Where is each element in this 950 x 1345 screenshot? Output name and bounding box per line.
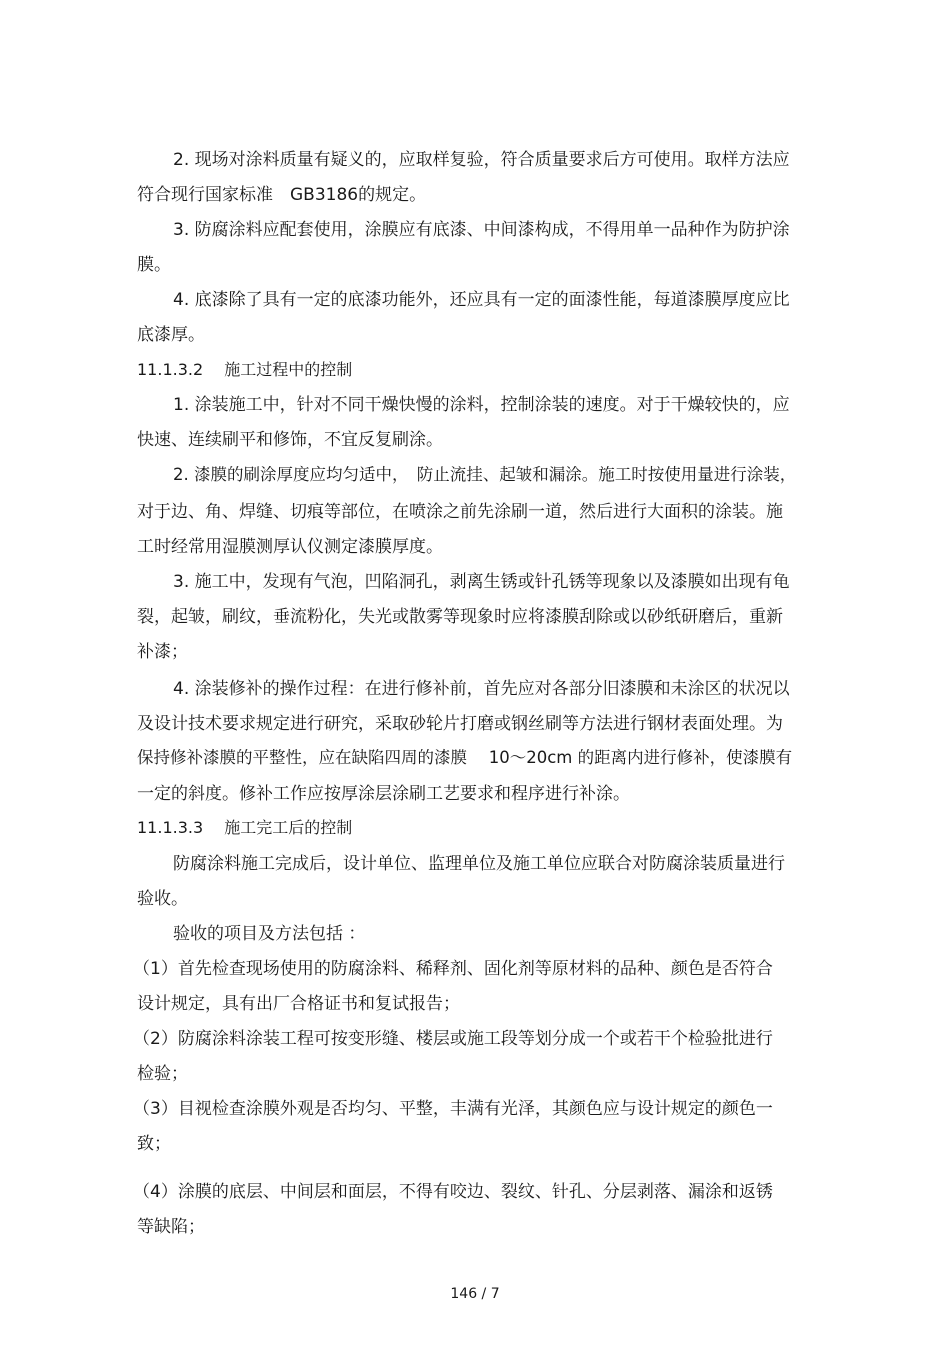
list-item-line: 检验； xyxy=(137,1064,188,1084)
body-text-line: 保持修补漆膜的平整性，应在缺陷四周的漆膜 10～20cm 的距离内进行修补，使漆膜有 xyxy=(137,748,793,767)
body-text-line: 1. 涂装施工中，针对不同干燥快慢的涂料，控制涂装的速度。对于干燥较快的，应 xyxy=(173,395,790,415)
body-text-line: 膜。 xyxy=(137,255,171,275)
body-text-line: 快速、连续刷平和修饰，不宜反复刷涂。 xyxy=(137,430,443,450)
body-text-line: 底漆厚。 xyxy=(137,325,205,345)
body-text-line: 裂，起皱，刷纹，垂流粉化，失光或散雾等现象时应将漆膜刮除或以砂纸研磨后，重新 xyxy=(137,607,783,627)
body-text-line: 验收。 xyxy=(137,889,188,909)
body-text-line: 3. 防腐涂料应配套使用，涂膜应有底漆、中间漆构成，不得用单一品种作为防护涂 xyxy=(173,220,790,240)
body-text-line: 验收的项目及方法包括 ： xyxy=(173,924,366,944)
page-number: 146 / 7 xyxy=(450,1286,500,1302)
section-heading: 11.1.3.2 施工过程中的控制 xyxy=(137,360,353,379)
body-text-line: 一定的斜度。修补工作应按厚涂层涂刷工艺要求和程序进行补涂。 xyxy=(137,784,630,804)
list-item-line: （1）首先检查现场使用的防腐涂料、稀释剂、固化剂等原材料的品种、颜色是否符合 xyxy=(133,959,773,979)
body-text-line: 对于边、角、焊缝、切痕等部位，在喷涂之前先涂刷一道，然后进行大面积的涂装。施 xyxy=(137,502,783,522)
body-text-line: 防腐涂料施工完成后，设计单位、监理单位及施工单位应联合对防腐涂装质量进行 xyxy=(173,854,785,874)
body-text-line: 4. 涂装修补的操作过程：在进行修补前，首先应对各部分旧漆膜和未涂区的状况以 xyxy=(173,679,790,699)
list-item-line: （3）目视检查涂膜外观是否均匀、平整，丰满有光泽，其颜色应与设计规定的颜色一 xyxy=(133,1099,773,1119)
list-item-line: 设计规定，具有出厂合格证书和复试报告； xyxy=(137,994,460,1014)
body-text-line: 2. 现场对涂料质量有疑义的，应取样复验，符合质量要求后方可使用。取样方法应 xyxy=(173,150,790,170)
body-text-line: 3. 施工中，发现有气泡，凹陷洞孔，剥离生锈或针孔锈等现象以及漆膜如出现有龟 xyxy=(173,572,790,592)
section-heading: 11.1.3.3 施工完工后的控制 xyxy=(137,818,353,837)
body-text-line: 4. 底漆除了具有一定的底漆功能外，还应具有一定的面漆性能，每道漆膜厚度应比 xyxy=(173,290,790,310)
body-text-line: 工时经常用湿膜测厚认仪测定漆膜厚度。 xyxy=(137,537,443,557)
body-text-line: 补漆； xyxy=(137,642,188,662)
list-item-line: （2）防腐涂料涂装工程可按变形缝、楼层或施工段等划分成一个或若干个检验批进行 xyxy=(133,1029,773,1049)
body-text-line: 符合现行国家标准 GB3186的规定。 xyxy=(137,185,427,205)
list-item-line: 等缺陷； xyxy=(137,1217,205,1237)
body-text-line: 及设计技术要求规定进行研究，采取砂轮片打磨或钢丝刷等方法进行钢材表面处理。为 xyxy=(137,714,783,734)
list-item-line: 致； xyxy=(137,1134,171,1154)
list-item-line: （4）涂膜的底层、中间层和面层，不得有咬边、裂纹、针孔、分层剥落、漏涂和返锈 xyxy=(133,1182,773,1202)
body-text-line: 2. 漆膜的刷涂厚度应均匀适中， 防止流挂、起皱和漏涂。施工时按使用量进行涂装， xyxy=(173,465,797,484)
